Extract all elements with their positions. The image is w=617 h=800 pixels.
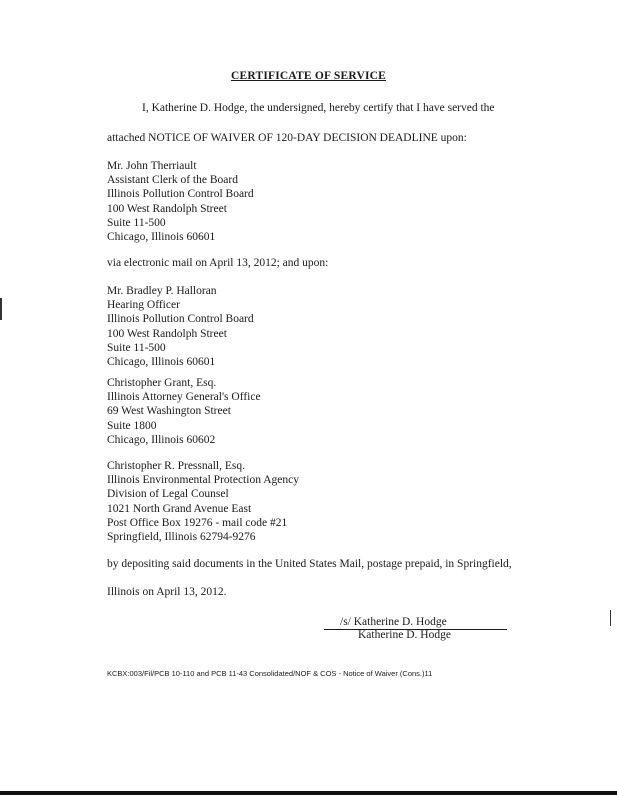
address-line: Chicago, Illinois 60601: [107, 356, 216, 369]
address-line: Illinois Environmental Protection Agency: [107, 474, 299, 487]
address-line: 69 West Washington Street: [107, 405, 231, 418]
address-line: Christopher Grant, Esq.: [107, 377, 217, 389]
address-line: Suite 11-500: [107, 341, 166, 354]
scan-artifact-right: [610, 610, 611, 626]
address-line: Illinois Attorney General's Office: [107, 391, 261, 404]
address-line: Post Office Box 19276 - mail code #21: [107, 516, 288, 529]
address-line: Mr. John Therriault: [107, 160, 197, 172]
address-line: Illinois Pollution Control Board: [107, 313, 254, 326]
scan-artifact-left: [0, 298, 2, 320]
recipient-block-pressnall: [107, 459, 299, 544]
intro-line-2: attached NOTICE OF WAIVER OF 120-DAY DECISION DEADLINE upon:: [107, 132, 467, 144]
document-footer: KCBX:003/Fil/PCB 10-110 and PCB 11-43 Consolidated/NOF & COS - Notice of Waiver (Cons.)11: [107, 669, 433, 678]
deposit-line-2: Illinois on April 13, 2012.: [107, 586, 227, 598]
scan-bottom-edge: [0, 791, 617, 795]
address-line: 100 West Randolph Street: [107, 202, 227, 215]
address-line: Christopher R. Pressnall, Esq.: [107, 460, 245, 472]
address-line: Mr. Bradley P. Halloran: [107, 285, 217, 297]
recipient-block-halloran: [107, 284, 254, 369]
address-line: 100 West Randolph Street: [107, 327, 227, 340]
recipient-block-therriault: [107, 159, 254, 244]
address-line: Springfield, Illinois 62794-9276: [107, 531, 256, 544]
address-line: Illinois Pollution Control Board: [107, 188, 254, 201]
deposit-line-1: by depositing said documents in the United States Mail, postage prepaid, in Springfield,: [107, 558, 512, 570]
address-line: Hearing Officer: [107, 299, 180, 312]
address-line: Chicago, Illinois 60601: [107, 231, 216, 244]
address-line: Chicago, Illinois 60602: [107, 433, 216, 446]
intro-line-1: I, Katherine D. Hodge, the undersigned, hereby certify that I have served the: [142, 102, 495, 114]
via-line: via electronic mail on April 13, 2012; and upon:: [107, 257, 329, 269]
address-line: Assistant Clerk of the Board: [107, 174, 238, 187]
address-line: Division of Legal Counsel: [107, 488, 229, 501]
signer-name: Katherine D. Hodge: [358, 629, 451, 641]
address-line: Suite 1800: [107, 419, 157, 432]
document-title: CERTIFICATE OF SERVICE: [230, 70, 387, 82]
recipient-block-grant: [107, 376, 261, 447]
signature-line: /s/ Katherine D. Hodge: [324, 616, 507, 630]
address-line: 1021 North Grand Avenue East: [107, 502, 252, 515]
address-line: Suite 11-500: [107, 216, 166, 229]
